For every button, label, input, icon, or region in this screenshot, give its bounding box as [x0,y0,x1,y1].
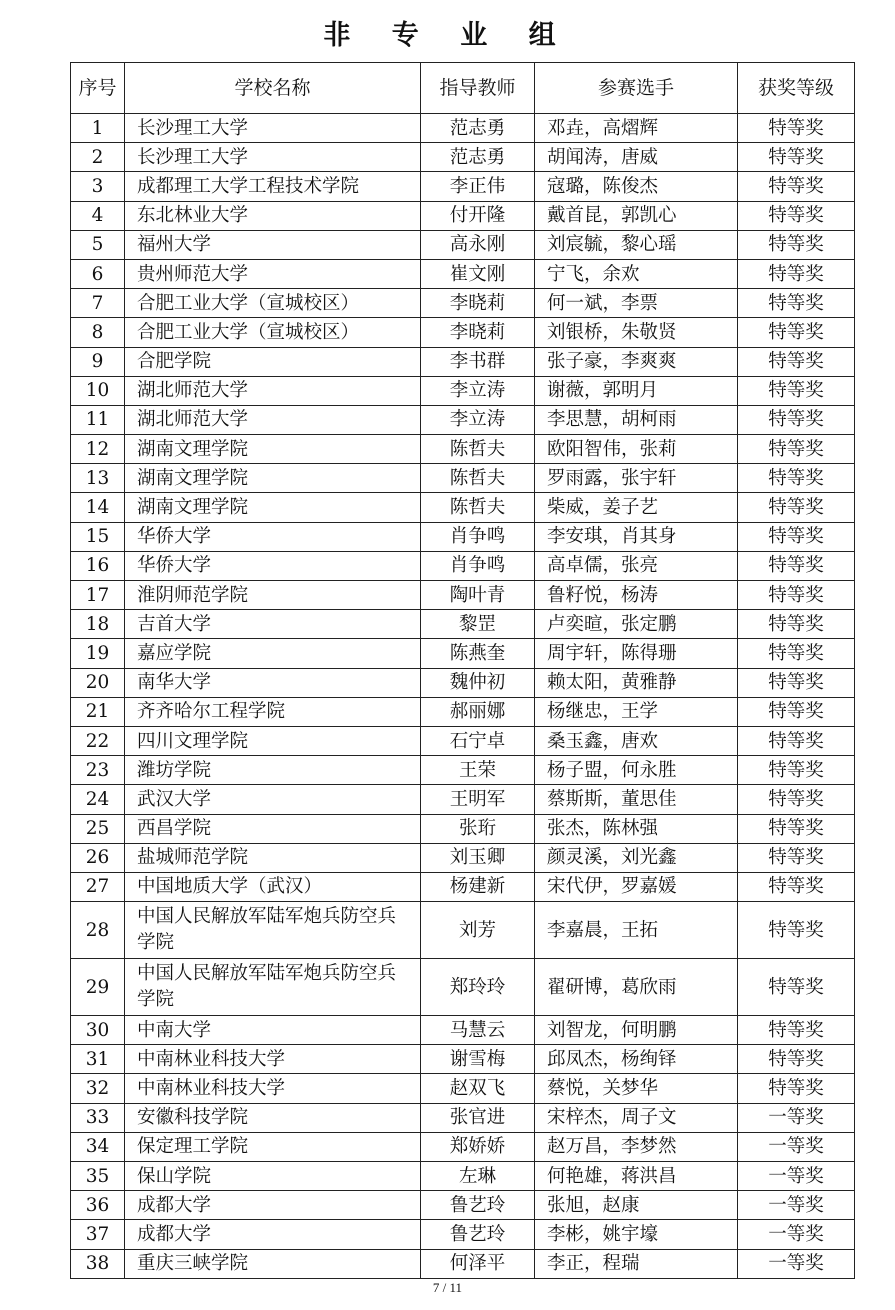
cell-school: 保定理工学院 [125,1132,421,1161]
cell-students: 张子豪，李爽爽 [535,347,738,376]
cell-students: 宁飞，余欢 [535,259,738,288]
table-row [71,785,855,814]
cell-no: 31 [71,1045,125,1074]
table-row [71,1045,855,1074]
cell-award: 特等奖 [738,872,855,901]
table-row [71,814,855,843]
cell-school: 长沙理工大学 [125,114,421,143]
cell-no: 32 [71,1074,125,1103]
cell-students: 罗雨露，张宇轩 [535,464,738,493]
cell-teacher: 陈哲夫 [421,464,535,493]
table-row [71,639,855,668]
cell-no: 22 [71,726,125,755]
cell-students: 胡闻涛，唐威 [535,143,738,172]
cell-award: 特等奖 [738,143,855,172]
cell-teacher: 何泽平 [421,1249,535,1278]
cell-school: 中国人民解放军陆军炮兵防空兵学院 [125,959,421,1016]
cell-students: 柴威，姜子艺 [535,493,738,522]
cell-no: 35 [71,1162,125,1191]
cell-award: 特等奖 [738,347,855,376]
cell-teacher: 李正伟 [421,172,535,201]
cell-award: 特等奖 [738,959,855,1016]
cell-no: 24 [71,785,125,814]
cell-award: 特等奖 [738,289,855,318]
cell-no: 33 [71,1103,125,1132]
table-row [71,1103,855,1132]
cell-teacher: 肖争鸣 [421,522,535,551]
table-row [71,435,855,464]
cell-students: 何一斌，李票 [535,289,738,318]
cell-no: 26 [71,843,125,872]
cell-teacher: 高永刚 [421,230,535,259]
cell-teacher: 王荣 [421,756,535,785]
cell-school: 嘉应学院 [125,639,421,668]
header-students: 参赛选手 [535,63,738,114]
cell-students: 邱凤杰，杨绚铎 [535,1045,738,1074]
cell-no: 17 [71,581,125,610]
cell-award: 特等奖 [738,230,855,259]
cell-students: 杨继忠，王学 [535,697,738,726]
cell-award: 一等奖 [738,1162,855,1191]
cell-school: 重庆三峡学院 [125,1249,421,1278]
cell-school: 武汉大学 [125,785,421,814]
cell-award: 特等奖 [738,814,855,843]
cell-no: 12 [71,435,125,464]
cell-no: 25 [71,814,125,843]
cell-school: 中南林业科技大学 [125,1074,421,1103]
cell-no: 9 [71,347,125,376]
cell-students: 张旭，赵康 [535,1191,738,1220]
cell-no: 30 [71,1016,125,1045]
cell-award: 特等奖 [738,551,855,580]
cell-students: 谢薇，郭明月 [535,376,738,405]
cell-teacher: 李立涛 [421,405,535,434]
cell-students: 李思慧，胡柯雨 [535,405,738,434]
cell-award: 特等奖 [738,843,855,872]
cell-award: 一等奖 [738,1249,855,1278]
cell-school: 中国人民解放军陆军炮兵防空兵学院 [125,902,421,959]
cell-students: 蔡悦，关梦华 [535,1074,738,1103]
cell-no: 34 [71,1132,125,1161]
awards-table [70,62,855,1279]
cell-school: 安徽科技学院 [125,1103,421,1132]
cell-school: 成都理工大学工程技术学院 [125,172,421,201]
cell-teacher: 范志勇 [421,143,535,172]
cell-school: 西昌学院 [125,814,421,843]
cell-students: 寇璐，陈俊杰 [535,172,738,201]
cell-teacher: 鲁艺玲 [421,1220,535,1249]
cell-school: 东北林业大学 [125,201,421,230]
table-row [71,843,855,872]
cell-no: 1 [71,114,125,143]
cell-students: 何艳雄，蒋洪昌 [535,1162,738,1191]
cell-teacher: 肖争鸣 [421,551,535,580]
cell-teacher: 陈哲夫 [421,493,535,522]
table-row [71,872,855,901]
cell-no: 18 [71,610,125,639]
cell-award: 特等奖 [738,114,855,143]
table-row [71,405,855,434]
cell-students: 卢奕暄，张定鹏 [535,610,738,639]
cell-award: 特等奖 [738,785,855,814]
table-row [71,581,855,610]
cell-students: 李安琪，肖其身 [535,522,738,551]
cell-school: 湖北师范大学 [125,376,421,405]
cell-award: 特等奖 [738,259,855,288]
cell-no: 7 [71,289,125,318]
cell-teacher: 张官进 [421,1103,535,1132]
cell-award: 特等奖 [738,756,855,785]
cell-no: 4 [71,201,125,230]
cell-students: 刘宸毓，黎心瑶 [535,230,738,259]
cell-no: 13 [71,464,125,493]
table-row [71,522,855,551]
cell-teacher: 王明军 [421,785,535,814]
cell-students: 戴首昆，郭凯心 [535,201,738,230]
cell-award: 特等奖 [738,639,855,668]
cell-students: 高卓儒，张亮 [535,551,738,580]
cell-award: 特等奖 [738,697,855,726]
cell-school: 成都大学 [125,1220,421,1249]
cell-students: 李正，程瑞 [535,1249,738,1278]
cell-teacher: 付开隆 [421,201,535,230]
cell-teacher: 陶叶青 [421,581,535,610]
cell-school: 湖南文理学院 [125,493,421,522]
table-row [71,1220,855,1249]
cell-award: 特等奖 [738,201,855,230]
table-row [71,464,855,493]
table-header-row [71,63,855,114]
cell-students: 李彬，姚宇壕 [535,1220,738,1249]
cell-award: 特等奖 [738,581,855,610]
cell-no: 3 [71,172,125,201]
cell-award: 特等奖 [738,318,855,347]
table-row [71,1249,855,1278]
cell-teacher: 赵双飞 [421,1074,535,1103]
cell-no: 36 [71,1191,125,1220]
cell-teacher: 马慧云 [421,1016,535,1045]
cell-teacher: 郑娇娇 [421,1132,535,1161]
cell-students: 颜灵溪，刘光鑫 [535,843,738,872]
cell-school: 贵州师范大学 [125,259,421,288]
cell-no: 20 [71,668,125,697]
cell-school: 华侨大学 [125,522,421,551]
table-row [71,697,855,726]
cell-no: 8 [71,318,125,347]
cell-school: 湖北师范大学 [125,405,421,434]
cell-school: 中南大学 [125,1016,421,1045]
page-title: 非 专 业 组 [323,20,572,51]
cell-students: 赖太阳，黄雅静 [535,668,738,697]
cell-no: 2 [71,143,125,172]
cell-school: 湖南文理学院 [125,464,421,493]
cell-no: 15 [71,522,125,551]
cell-students: 张杰，陈林强 [535,814,738,843]
cell-no: 14 [71,493,125,522]
cell-award: 特等奖 [738,464,855,493]
table-row [71,668,855,697]
cell-school: 南华大学 [125,668,421,697]
table-row [71,201,855,230]
cell-school: 淮阴师范学院 [125,581,421,610]
cell-teacher: 刘玉卿 [421,843,535,872]
cell-teacher: 李晓莉 [421,318,535,347]
table-row [71,610,855,639]
cell-school: 华侨大学 [125,551,421,580]
cell-no: 21 [71,697,125,726]
cell-students: 邓垚，高熠辉 [535,114,738,143]
cell-teacher: 石宁卓 [421,726,535,755]
table-row [71,1016,855,1045]
cell-students: 李嘉晨，王拓 [535,902,738,959]
table-row [71,902,855,959]
cell-award: 一等奖 [738,1191,855,1220]
cell-no: 37 [71,1220,125,1249]
cell-school: 保山学院 [125,1162,421,1191]
cell-teacher: 张珩 [421,814,535,843]
cell-school: 中南林业科技大学 [125,1045,421,1074]
cell-school: 齐齐哈尔工程学院 [125,697,421,726]
cell-no: 19 [71,639,125,668]
table-row [71,1191,855,1220]
cell-award: 特等奖 [738,376,855,405]
table-row [71,1132,855,1161]
cell-award: 一等奖 [738,1103,855,1132]
cell-teacher: 陈哲夫 [421,435,535,464]
table-row [71,1162,855,1191]
table-row [71,114,855,143]
table-row [71,318,855,347]
cell-students: 刘银桥，朱敬贤 [535,318,738,347]
header-no: 序号 [71,63,125,114]
cell-no: 29 [71,959,125,1016]
cell-no: 27 [71,872,125,901]
cell-students: 欧阳智伟，张莉 [535,435,738,464]
cell-no: 38 [71,1249,125,1278]
cell-students: 翟研博，葛欣雨 [535,959,738,1016]
cell-teacher: 陈燕奎 [421,639,535,668]
cell-award: 特等奖 [738,668,855,697]
cell-school: 中国地质大学（武汉） [125,872,421,901]
cell-students: 鲁籽悦，杨涛 [535,581,738,610]
cell-students: 刘智龙，何明鹏 [535,1016,738,1045]
cell-teacher: 谢雪梅 [421,1045,535,1074]
cell-teacher: 黎罡 [421,610,535,639]
table-row [71,376,855,405]
table-row [71,493,855,522]
cell-teacher: 崔文刚 [421,259,535,288]
cell-award: 特等奖 [738,726,855,755]
cell-award: 特等奖 [738,610,855,639]
cell-award: 一等奖 [738,1132,855,1161]
cell-teacher: 魏仲初 [421,668,535,697]
cell-no: 10 [71,376,125,405]
cell-no: 16 [71,551,125,580]
cell-school: 四川文理学院 [125,726,421,755]
cell-no: 23 [71,756,125,785]
cell-award: 特等奖 [738,405,855,434]
cell-students: 蔡斯斯，董思佳 [535,785,738,814]
table-row [71,347,855,376]
cell-award: 特等奖 [738,902,855,959]
cell-teacher: 郑玲玲 [421,959,535,1016]
cell-award: 特等奖 [738,1074,855,1103]
cell-school: 合肥工业大学（宣城校区） [125,318,421,347]
cell-school: 吉首大学 [125,610,421,639]
cell-students: 赵万昌，李梦然 [535,1132,738,1161]
cell-teacher: 范志勇 [421,114,535,143]
cell-teacher: 鲁艺玲 [421,1191,535,1220]
cell-teacher: 李立涛 [421,376,535,405]
table-row [71,143,855,172]
table-row [71,259,855,288]
cell-teacher: 刘芳 [421,902,535,959]
cell-school: 湖南文理学院 [125,435,421,464]
cell-award: 特等奖 [738,493,855,522]
cell-teacher: 郝丽娜 [421,697,535,726]
cell-school: 潍坊学院 [125,756,421,785]
cell-no: 6 [71,259,125,288]
table-row [71,959,855,1016]
cell-teacher: 李书群 [421,347,535,376]
cell-award: 特等奖 [738,522,855,551]
cell-school: 合肥工业大学（宣城校区） [125,289,421,318]
cell-school: 合肥学院 [125,347,421,376]
cell-no: 28 [71,902,125,959]
cell-award: 特等奖 [738,1045,855,1074]
cell-award: 特等奖 [738,435,855,464]
table-body [71,114,855,1279]
table-row [71,726,855,755]
cell-students: 杨子盟，何永胜 [535,756,738,785]
cell-no: 5 [71,230,125,259]
header-school: 学校名称 [125,63,421,114]
cell-students: 桑玉鑫，唐欢 [535,726,738,755]
header-award: 获奖等级 [738,63,855,114]
page-number: 7 / 11 [432,1280,463,1295]
cell-teacher: 杨建新 [421,872,535,901]
cell-award: 一等奖 [738,1220,855,1249]
cell-award: 特等奖 [738,172,855,201]
table-row [71,1074,855,1103]
cell-school: 福州大学 [125,230,421,259]
header-teacher: 指导教师 [421,63,535,114]
table-row [71,230,855,259]
cell-school: 成都大学 [125,1191,421,1220]
cell-students: 宋代伊，罗嘉媛 [535,872,738,901]
table-row [71,172,855,201]
cell-school: 盐城师范学院 [125,843,421,872]
cell-award: 特等奖 [738,1016,855,1045]
table-row [71,551,855,580]
cell-no: 11 [71,405,125,434]
cell-teacher: 李晓莉 [421,289,535,318]
cell-students: 周宇轩，陈得珊 [535,639,738,668]
cell-students: 宋梓杰，周子文 [535,1103,738,1132]
table-row [71,756,855,785]
cell-school: 长沙理工大学 [125,143,421,172]
cell-teacher: 左琳 [421,1162,535,1191]
table-row [71,289,855,318]
